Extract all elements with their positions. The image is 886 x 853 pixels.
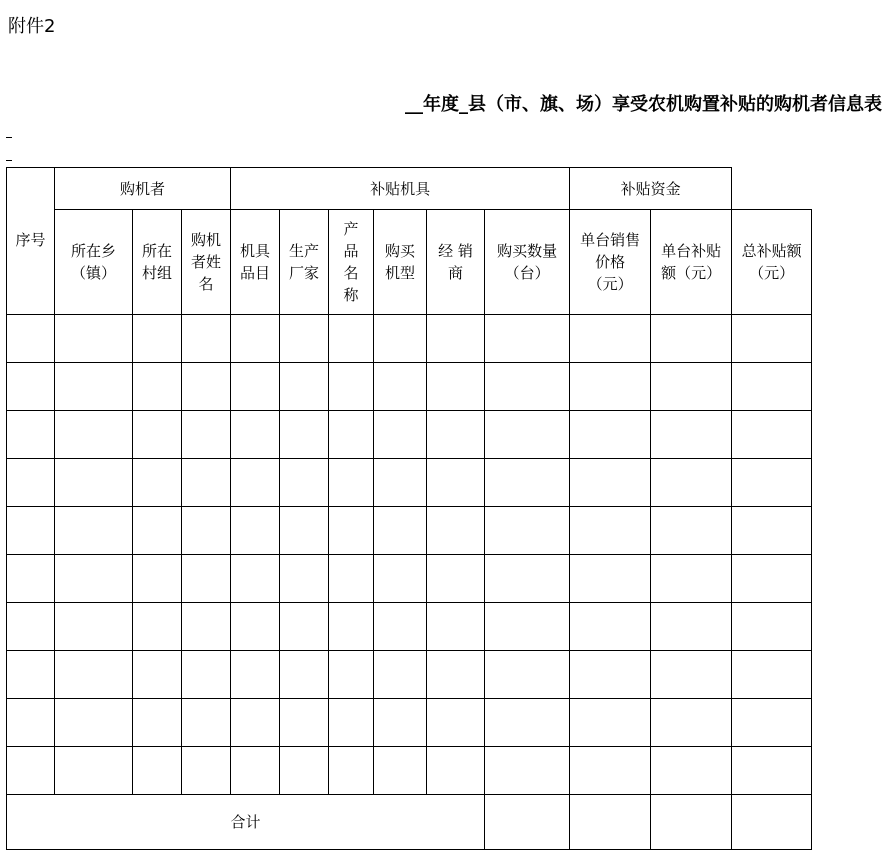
table-row xyxy=(7,747,812,795)
table-row xyxy=(7,363,812,411)
table-cell xyxy=(7,651,55,699)
table-cell xyxy=(651,699,732,747)
table-cell xyxy=(55,603,133,651)
table-cell xyxy=(651,651,732,699)
table-cell xyxy=(7,411,55,459)
table-cell xyxy=(280,315,329,363)
table-cell xyxy=(7,315,55,363)
table-cell xyxy=(231,651,280,699)
table-cell xyxy=(55,363,133,411)
table-cell xyxy=(374,699,427,747)
table-cell xyxy=(182,363,231,411)
table-cell xyxy=(280,699,329,747)
table-cell xyxy=(280,507,329,555)
table-cell xyxy=(182,651,231,699)
header-group-machine: 补贴机具 xyxy=(231,168,570,210)
table-cell xyxy=(570,363,651,411)
table-cell xyxy=(651,315,732,363)
table-cell xyxy=(133,459,182,507)
table-cell xyxy=(651,603,732,651)
table-cell xyxy=(182,315,231,363)
page-title: __年度_县（市、旗、场）享受农机购置补贴的购机者信息表 xyxy=(405,94,882,115)
table-cell xyxy=(280,363,329,411)
table-cell xyxy=(427,411,485,459)
table-cell xyxy=(374,363,427,411)
table-cell xyxy=(732,747,812,795)
table-cell xyxy=(55,651,133,699)
table-cell xyxy=(55,459,133,507)
table-cell xyxy=(485,603,570,651)
table-cell xyxy=(182,507,231,555)
table-cell xyxy=(329,363,374,411)
table-cell xyxy=(329,651,374,699)
table-cell xyxy=(329,411,374,459)
table-cell xyxy=(485,363,570,411)
table-cell xyxy=(231,459,280,507)
stray-mark xyxy=(6,160,12,161)
attachment-label: 附件2 xyxy=(8,16,56,37)
table-cell xyxy=(732,363,812,411)
table-cell xyxy=(570,603,651,651)
table-cell xyxy=(231,507,280,555)
table-cell xyxy=(651,507,732,555)
table-cell xyxy=(7,699,55,747)
table-cell xyxy=(280,747,329,795)
table-cell xyxy=(570,507,651,555)
header-group-buyer: 购机者 xyxy=(55,168,231,210)
table-cell xyxy=(485,459,570,507)
table-cell xyxy=(55,747,133,795)
table-cell xyxy=(329,555,374,603)
table-cell xyxy=(7,603,55,651)
table-cell xyxy=(427,315,485,363)
table-row xyxy=(7,411,812,459)
table-cell xyxy=(485,411,570,459)
table-cell xyxy=(182,459,231,507)
table-cell xyxy=(280,411,329,459)
table-cell xyxy=(374,315,427,363)
header-village: 所在村组 xyxy=(133,210,182,315)
table-cell xyxy=(133,315,182,363)
header-index: 序号 xyxy=(7,168,55,315)
table-cell xyxy=(182,411,231,459)
table-cell xyxy=(427,363,485,411)
table-cell xyxy=(732,651,812,699)
table-cell xyxy=(182,603,231,651)
total-cell xyxy=(485,795,570,850)
table-cell xyxy=(329,459,374,507)
table-cell xyxy=(485,507,570,555)
table-cell xyxy=(570,747,651,795)
table-cell xyxy=(374,603,427,651)
group-header-row xyxy=(7,168,812,210)
table-cell xyxy=(329,747,374,795)
table-cell xyxy=(651,747,732,795)
header-dealer: 经 销 商 xyxy=(427,210,485,315)
table-cell xyxy=(133,363,182,411)
table-cell xyxy=(280,651,329,699)
header-quantity: 购买数量（台） xyxy=(485,210,570,315)
table-cell xyxy=(732,699,812,747)
table-cell xyxy=(732,603,812,651)
header-total-subsidy: 总补贴额（元） xyxy=(732,210,812,315)
table-cell xyxy=(280,459,329,507)
table-cell xyxy=(485,555,570,603)
table-cell xyxy=(651,363,732,411)
table-cell xyxy=(570,315,651,363)
header-category: 机具品目 xyxy=(231,210,280,315)
header-buyer-name: 购机者姓名 xyxy=(182,210,231,315)
table-cell xyxy=(280,603,329,651)
total-row xyxy=(7,795,812,850)
table-cell xyxy=(427,555,485,603)
table-cell xyxy=(231,363,280,411)
table-cell xyxy=(7,747,55,795)
table-cell xyxy=(485,651,570,699)
table-cell xyxy=(329,315,374,363)
header-unit-price: 单台销售价格（元） xyxy=(570,210,651,315)
table-cell xyxy=(133,699,182,747)
column-header-row xyxy=(7,210,812,315)
table-cell xyxy=(231,411,280,459)
table-cell xyxy=(231,747,280,795)
table-cell xyxy=(55,699,133,747)
header-manufacturer: 生产厂家 xyxy=(280,210,329,315)
table-cell xyxy=(55,315,133,363)
table-cell xyxy=(570,459,651,507)
table-row xyxy=(7,603,812,651)
table-cell xyxy=(485,315,570,363)
table-row xyxy=(7,507,812,555)
table-cell xyxy=(55,411,133,459)
table-cell xyxy=(133,555,182,603)
table-cell xyxy=(7,459,55,507)
table-cell xyxy=(427,651,485,699)
table-cell xyxy=(651,555,732,603)
table-cell xyxy=(231,315,280,363)
header-product-name: 产品名称 xyxy=(329,210,374,315)
table-cell xyxy=(374,507,427,555)
table-cell xyxy=(133,507,182,555)
table-cell xyxy=(133,651,182,699)
header-group-fund: 补贴资金 xyxy=(570,168,732,210)
table-cell xyxy=(427,747,485,795)
table-cell xyxy=(570,651,651,699)
table-row xyxy=(7,315,812,363)
table-cell xyxy=(231,603,280,651)
table-cell xyxy=(651,459,732,507)
table-cell xyxy=(280,555,329,603)
table-cell xyxy=(231,699,280,747)
table-cell xyxy=(485,699,570,747)
table-row xyxy=(7,555,812,603)
table-cell xyxy=(427,507,485,555)
table-cell xyxy=(374,555,427,603)
table-cell xyxy=(329,507,374,555)
table-cell xyxy=(427,699,485,747)
table-cell xyxy=(182,747,231,795)
header-model: 购买机型 xyxy=(374,210,427,315)
table-cell xyxy=(732,459,812,507)
buyer-info-table xyxy=(6,167,812,850)
table-cell xyxy=(570,555,651,603)
header-unit-subsidy: 单台补贴额（元） xyxy=(651,210,732,315)
table-cell xyxy=(133,411,182,459)
table-cell xyxy=(651,411,732,459)
table-cell xyxy=(231,555,280,603)
table-cell xyxy=(55,555,133,603)
total-cell xyxy=(651,795,732,850)
total-label: 合计 xyxy=(7,795,485,850)
table-cell xyxy=(732,315,812,363)
table-cell xyxy=(732,411,812,459)
table-row xyxy=(7,651,812,699)
table-cell xyxy=(427,603,485,651)
table-cell xyxy=(427,459,485,507)
table-cell xyxy=(7,507,55,555)
table-row xyxy=(7,699,812,747)
table-cell xyxy=(374,411,427,459)
total-cell xyxy=(732,795,812,850)
header-town: 所在乡（镇） xyxy=(55,210,133,315)
table-cell xyxy=(732,507,812,555)
table-cell xyxy=(732,555,812,603)
table-cell xyxy=(55,507,133,555)
table-cell xyxy=(182,699,231,747)
stray-mark xyxy=(6,137,12,138)
table-cell xyxy=(374,459,427,507)
table-cell xyxy=(374,747,427,795)
total-cell xyxy=(570,795,651,850)
table-cell xyxy=(485,747,570,795)
table-row xyxy=(7,459,812,507)
table-cell xyxy=(7,555,55,603)
table-cell xyxy=(133,747,182,795)
table-cell xyxy=(133,603,182,651)
table-cell xyxy=(570,699,651,747)
table-cell xyxy=(570,411,651,459)
table-cell xyxy=(7,363,55,411)
table-cell xyxy=(182,555,231,603)
table-cell xyxy=(374,651,427,699)
table-cell xyxy=(329,603,374,651)
table-cell xyxy=(329,699,374,747)
